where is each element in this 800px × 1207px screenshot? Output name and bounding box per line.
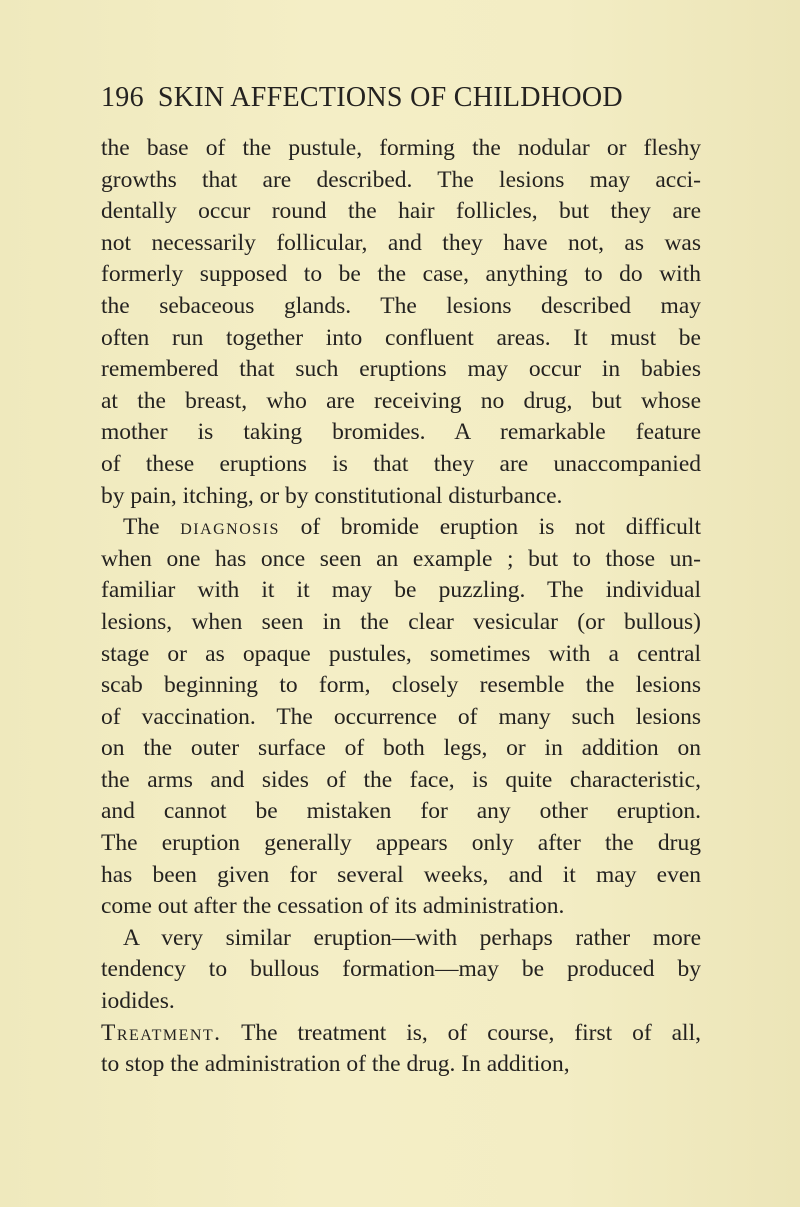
- text-line: iodides.: [101, 988, 175, 1015]
- text-line: lesions, when seen in the clear vesicular (or bullous): [101, 608, 701, 635]
- text-line: dentally occur round the hair follicles, but they are: [101, 198, 701, 225]
- text-line: of these eruptions is that they are unaccompanied: [101, 450, 701, 477]
- text-line: of vaccination. The occurrence of many such lesions: [101, 703, 701, 730]
- diagnosis-heading: diagnosis: [180, 514, 280, 541]
- text-line-diagnosis: [101, 512, 701, 544]
- text-line-treatment: [101, 1018, 701, 1050]
- running-header: [101, 82, 701, 114]
- text-line: formerly supposed to be the case, anything to do with: [101, 261, 701, 288]
- text-line: growths that are described. The lesions may acci-: [101, 166, 701, 193]
- text-line: tendency to bullous formation—may be produced by: [101, 956, 701, 983]
- text-line: often run together into confluent areas. It must be: [101, 324, 701, 351]
- text-line: the base of the pustule, forming the nodular or fleshy: [101, 135, 701, 161]
- text-line: remembered that such eruptions may occur in babies: [101, 356, 701, 383]
- treatment-heading: Treatment.: [101, 1019, 222, 1046]
- text-line: and cannot be mistaken for any other eruption.: [101, 798, 701, 825]
- text-line: come out after the cessation of its administration.: [101, 893, 565, 920]
- text-line: familiar with it it may be puzzling. The individual: [101, 577, 701, 604]
- text-line: mother is taking bromides. A remarkable feature: [101, 419, 701, 446]
- text-line: scab beginning to form, closely resemble the lesions: [101, 672, 701, 699]
- text-line: A very similar eruption—with perhaps rather more: [123, 924, 701, 951]
- paragraph-lead: The: [123, 514, 181, 541]
- text-line: the arms and sides of the face, is quite characteristic,: [101, 766, 701, 793]
- text-line: stage or as opaque pustules, sometimes with a central: [101, 640, 701, 667]
- text-line: to stop the administration of the drug. In addition,: [101, 1051, 570, 1078]
- text-line: by pain, itching, or by constitutional disturbance.: [101, 482, 563, 509]
- line-text: The treatment is, of course, first of all,: [221, 1019, 701, 1046]
- text-line: not necessarily follicular, and they have not, as was: [101, 229, 701, 256]
- body-text: [101, 133, 701, 1081]
- text-line: on the outer surface of both legs, or in addition on: [101, 735, 701, 762]
- text-line: at the breast, who are receiving no drug, but whose: [101, 387, 701, 414]
- text-line: The eruption generally appears only after the drug: [101, 830, 701, 857]
- text-line: the sebaceous glands. The lesions described may: [101, 292, 701, 319]
- line-text: of bromide eruption is not difficult: [279, 514, 701, 541]
- text-line: has been given for several weeks, and it may even: [101, 861, 701, 888]
- page-number: 196: [101, 82, 144, 113]
- text-line: when one has once seen an example ; but to those un-: [101, 545, 701, 572]
- running-title: SKIN AFFECTIONS OF CHILDHOOD: [157, 82, 623, 113]
